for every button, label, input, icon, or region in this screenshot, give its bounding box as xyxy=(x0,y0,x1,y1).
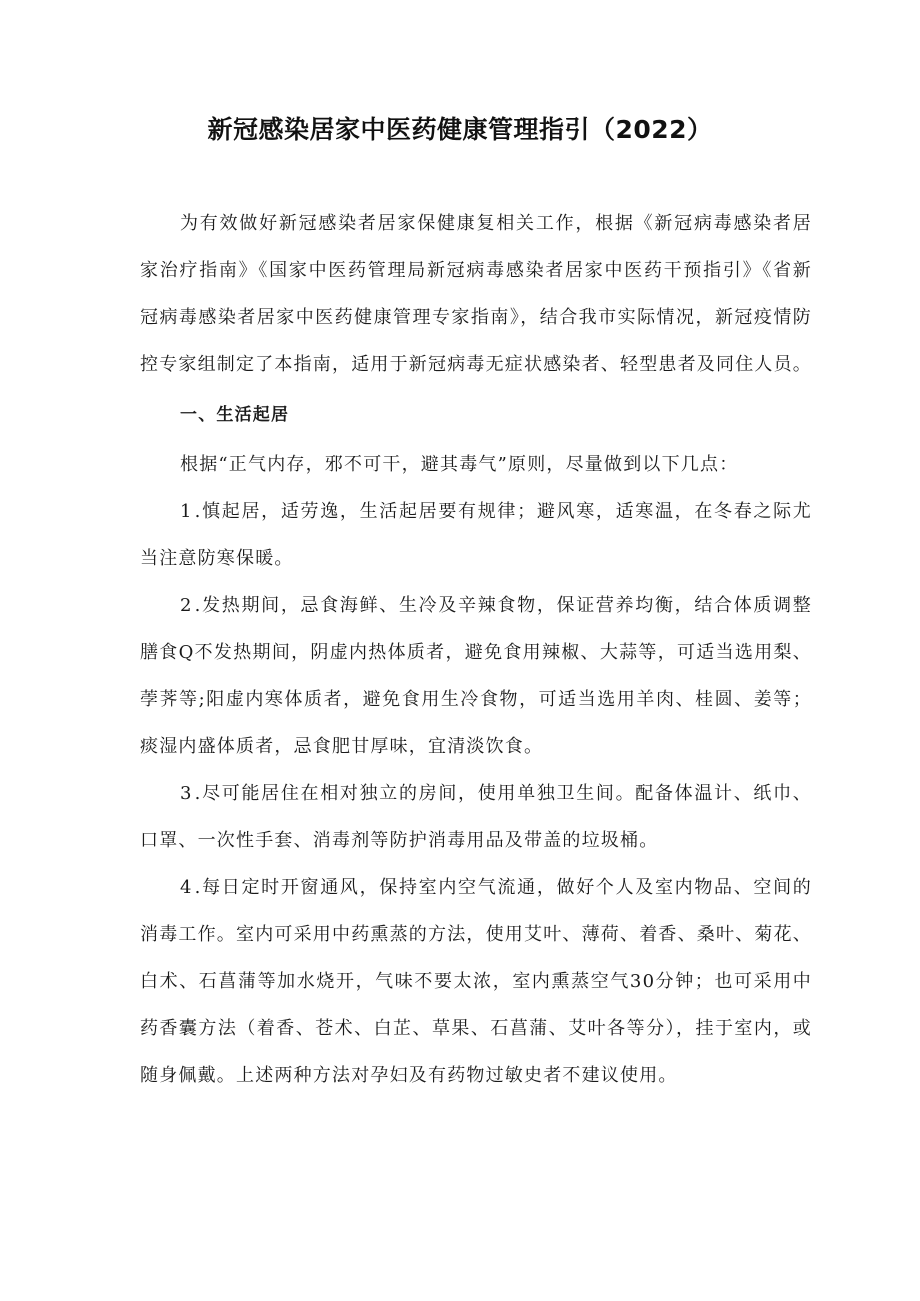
list-item xyxy=(140,582,812,770)
item-text: .发热期间，忌食海鲜、生冷及辛辣食物，保证营养均衡，结合体质调整膳食Q不发热期间，阴虚内热体质者，避免食用辣椒、大蒜等，可适当选用梨、荸荠等;阳虚内寒体质者，避免食用生冷食物，可适当选用羊肉、桂圆、姜等；痰湿内盛体质者，忌食肥甘厚味，宜清淡饮食。 xyxy=(140,595,812,757)
section-lead-paragraph: 根据“正气内存，邪不可干，避其毒气”原则，尽量做到以下几点： xyxy=(180,454,739,475)
list-item xyxy=(140,864,812,1099)
item-number: 3 xyxy=(180,783,193,804)
item-number: 4 xyxy=(180,877,193,898)
list-item xyxy=(140,488,812,582)
item-text: .慎起居，适劳逸，生活起居要有规律；避风寒，适寒温，在冬春之际尤当注意防寒保暖。 xyxy=(140,501,812,569)
item-text: .每日定时开窗通风，保持室内空气流通，做好个人及室内物品、空间的消毒工作。室内可采用中药熏蒸的方法，使用艾叶、薄荷、着香、桑叶、菊花、白术、石菖蒲等加水烧开，气味不要太浓，室内熏蒸空气30分钟；也可采用中药香囊方法（着香、苍术、白芷、草果、石菖蒲、艾叶各等分），挂于室内，或随身佩戴。上述两种方法对孕妇及有药物过敏史者不建议使用。 xyxy=(140,877,812,1086)
list-item xyxy=(140,770,812,864)
item-text: .尽可能居住在相对独立的房间，使用单独卫生间。配备体温计、纸巾、口罩、一次性手套、消毒剂等防护消毒用品及带盖的垃圾桶。 xyxy=(140,783,812,851)
item-number: 1 xyxy=(180,501,193,522)
document-title: 新冠感染居家中医药健康管理指引（2022） xyxy=(207,115,713,144)
intro-paragraph: 为有效做好新冠感染者居家保健康复相关工作，根据《新冠病毒感染者居家治疗指南》《国家中医药管理局新冠病毒感染者居家中医药干预指引》《省新冠病毒感染者居家中医药健康管理专家指南》，结合我市实际情况，新冠疫情防控专家组制定了本指南，适用于新冠病毒无症状感染者、轻型患者及同住人员。 xyxy=(140,213,812,375)
section-heading: 一、生活起居 xyxy=(180,405,290,425)
item-number: 2 xyxy=(180,595,193,616)
document-body xyxy=(140,200,812,1099)
